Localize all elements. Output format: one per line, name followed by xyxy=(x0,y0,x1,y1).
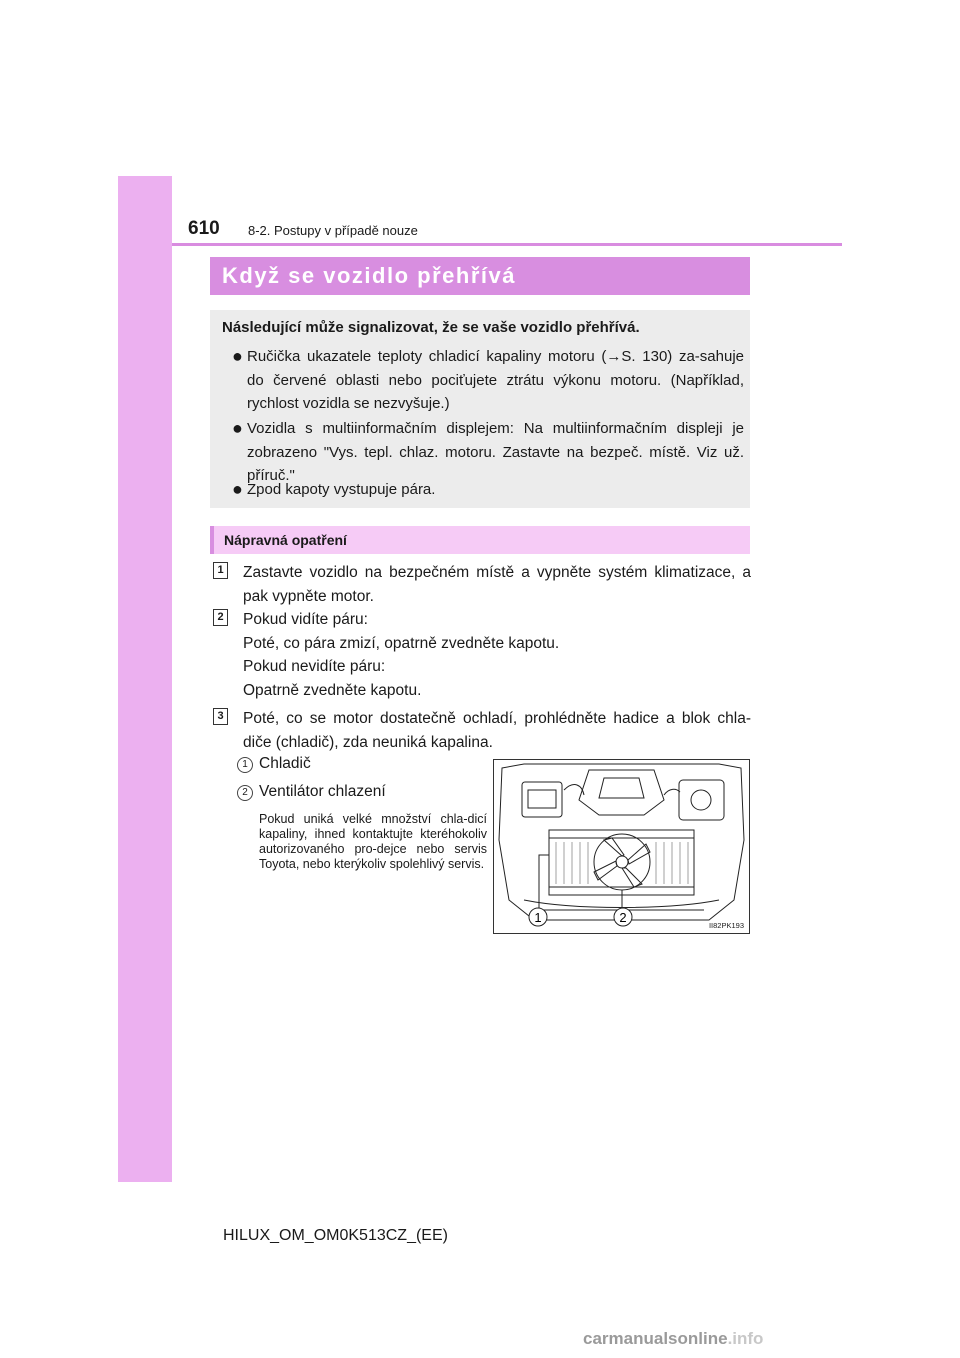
warning-info-box xyxy=(210,310,750,508)
info-bullet: ● Zpod kapoty vystupuje pára. xyxy=(232,478,744,502)
step-text: Poté, co se motor dostatečně ochladí, prohlédněte hadice a blok chla-diče (chladič), zda neuniká kapalina. xyxy=(243,710,751,751)
watermark-main: carmanualsonline xyxy=(583,1329,728,1348)
step-text: Pokud nevidíte páru: xyxy=(243,658,386,675)
step-text: Zastavte vozidlo na bezpečném místě a vypněte systém klimatizace, a pak vypněte motor. xyxy=(243,564,751,605)
legend-label: Chladič xyxy=(259,755,311,772)
bullet-dot-icon: ● xyxy=(232,479,243,499)
subsection-bar xyxy=(210,526,750,554)
footer-document-id: HILUX_OM_OM0K513CZ_(EE) xyxy=(223,1227,448,1244)
legend-label: Ventilátor chlazení xyxy=(259,783,386,800)
info-bullet: ● Vozidla s multiinformačním displejem: Na multiinformačním displeji je zobrazeno "Vys. tepl. chlaz. motoru. Zastavte na bezpeč. místě. Viz už. příruč." xyxy=(232,418,744,484)
side-tab-band xyxy=(118,176,172,1182)
bullet-dot-icon: ● xyxy=(232,418,243,438)
section-heading: 8-2. Postupy v případě nouze xyxy=(248,223,418,238)
bullet-dot-icon: ● xyxy=(232,346,243,366)
watermark-suffix: .info xyxy=(727,1329,764,1348)
subsection-title: Nápravná opatření xyxy=(224,532,347,548)
engine-bay-drawing xyxy=(494,760,749,933)
callout-label-2: 2 xyxy=(619,910,627,925)
title-bar xyxy=(210,257,750,295)
info-bullet: ● Ručička ukazatele teploty chladicí kapaliny motoru (→S. 130) za-sahuje do červené oblasti nebo pociťujete ztrátu výkonu motoru. (Například, rychlost vozidla se nezvyšuje.) xyxy=(232,346,744,412)
note-text: Pokud uniká velké množství chla-dicí kapaliny, ihned kontaktujte kteréhokoliv autorizovaného pro-dejce nebo servis Toyota, nebo kterýkoliv spolehlivý servis. xyxy=(259,812,487,871)
step-number-badge: 3 xyxy=(213,708,228,725)
callout-label-1: 1 xyxy=(534,910,542,925)
info-heading: Následující může signalizovat, že se vaše vozidlo přehřívá. xyxy=(222,319,640,336)
step-text: Poté, co pára zmizí, opatrně zvedněte kapotu. xyxy=(243,635,560,652)
step-number-badge: 1 xyxy=(213,562,228,579)
figure-code: II82PK193 xyxy=(708,921,744,930)
step-number-badge: 2 xyxy=(213,609,228,626)
page-title: Když se vozidlo přehřívá xyxy=(222,263,516,288)
step-text: Opatrně zvedněte kapotu. xyxy=(243,682,422,699)
engine-bay-illustration xyxy=(493,759,750,934)
callout-number: 1 xyxy=(237,757,253,773)
header-rule xyxy=(172,243,842,246)
callout-number: 2 xyxy=(237,785,253,801)
step-text: Pokud vidíte páru: xyxy=(243,611,368,628)
page-number: 610 xyxy=(188,218,220,239)
watermark xyxy=(583,1329,763,1349)
